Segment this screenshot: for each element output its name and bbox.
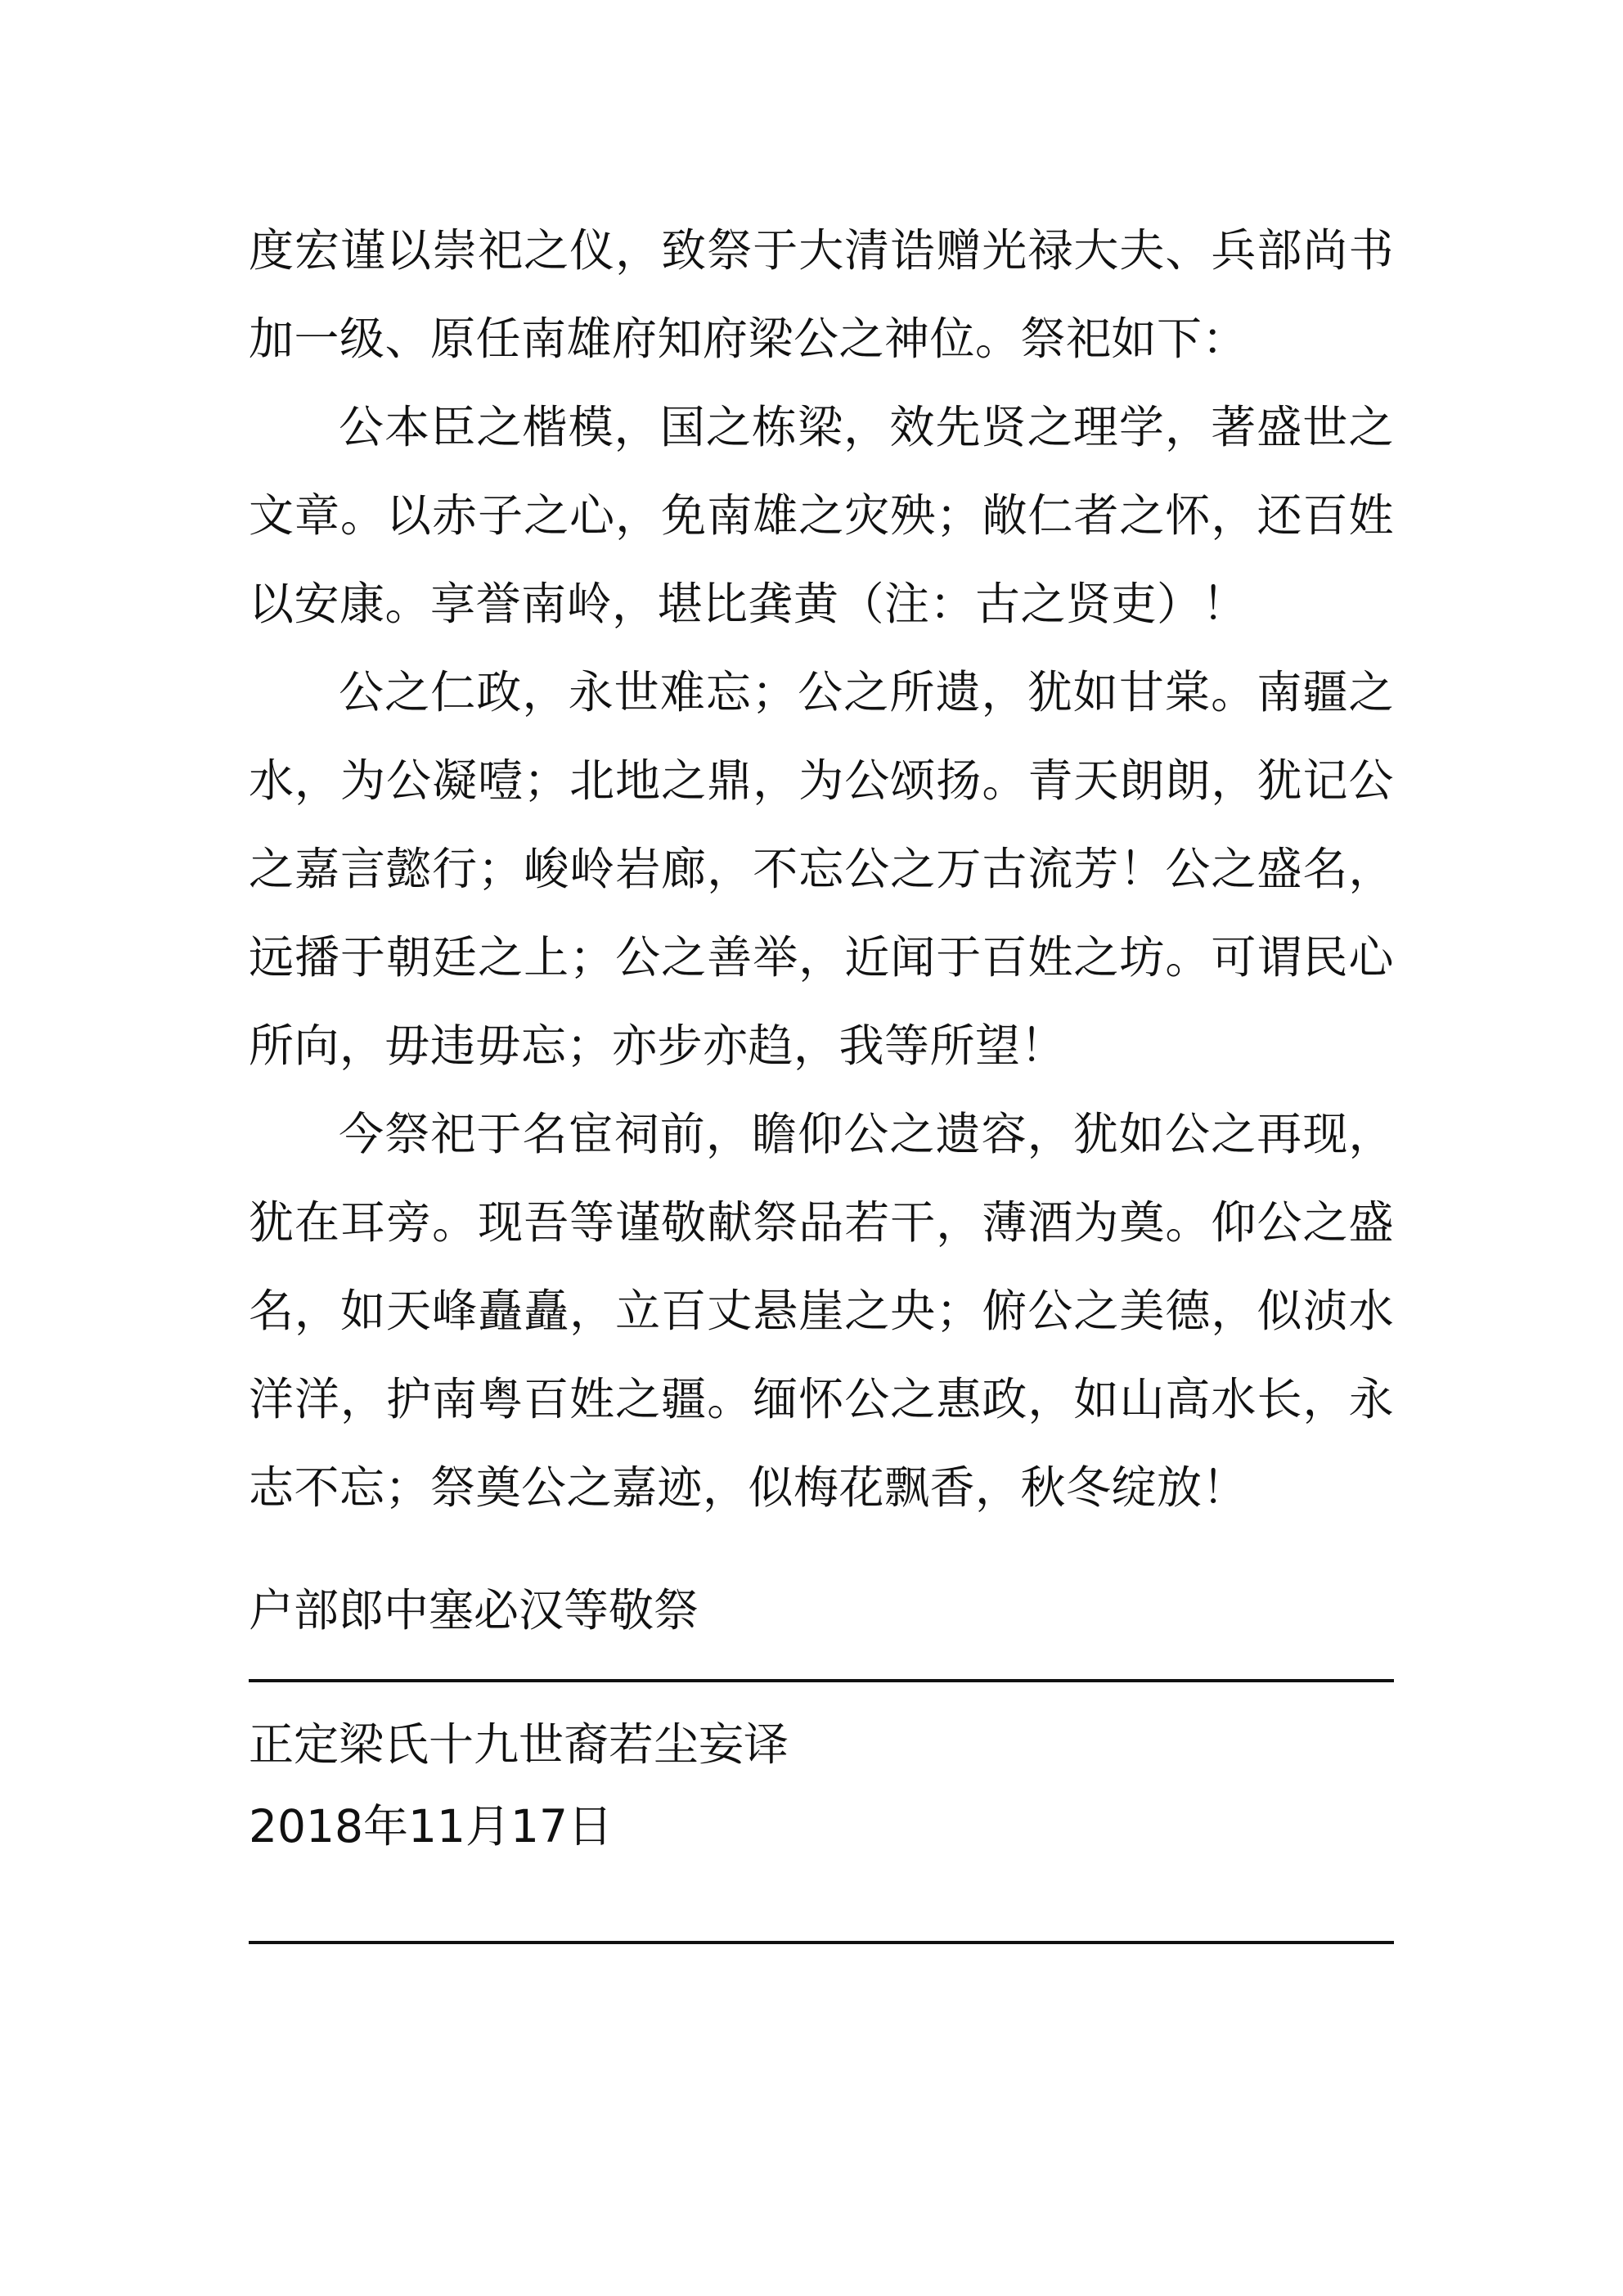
- signoff-line: 户部郎中塞必汉等敬祭: [249, 1584, 699, 1636]
- document-body: [249, 206, 1394, 1532]
- translator-credit: 正定梁氏十九世裔若尘妄译: [249, 1718, 789, 1771]
- document-date: 2018年11月17日: [249, 1800, 613, 1853]
- paragraph-benevolence: 公之仁政，永世难忘；公之所遗，犹如甘棠。南疆之水，为公凝噎；北地之鼎，为公颂扬。青天朗朗，犹记公之嘉言懿行；峻岭岩廊，不忘公之万古流芳！公之盛名，远播于朝廷之上；公之善举，近闻于百姓之坊。可谓民心所向，毋违毋忘；亦步亦趋，我等所望！: [249, 666, 1394, 1072]
- divider-line-bottom: [249, 1941, 1394, 1944]
- paragraph-opening: 度宏谨以崇祀之仪，致祭于大清诰赠光禄大夫、兵部尚书加一级、原任南雄府知府梁公之神位。祭祀如下：: [249, 224, 1394, 365]
- paragraph-virtue: 公本臣之楷模，国之栋梁，效先贤之理学，著盛世之文章。以赤子之心，免南雄之灾殃；敞仁者之怀，还百姓以安康。享誉南岭，堪比龚黄（注：古之贤吏）！: [249, 401, 1394, 630]
- paragraph-offering: 今祭祀于名宦祠前，瞻仰公之遗容，犹如公之再现，犹在耳旁。现吾等谨敬献祭品若干，薄酒为奠。仰公之盛名，如天峰矗矗，立百丈悬崖之央；俯公之美德，似浈水洋洋，护南粤百姓之疆。缅怀公之惠政，如山高水长，永志不忘；祭奠公之嘉迹，似梅花飘香，秋冬绽放！: [249, 1108, 1394, 1514]
- divider-line-top: [249, 1679, 1394, 1682]
